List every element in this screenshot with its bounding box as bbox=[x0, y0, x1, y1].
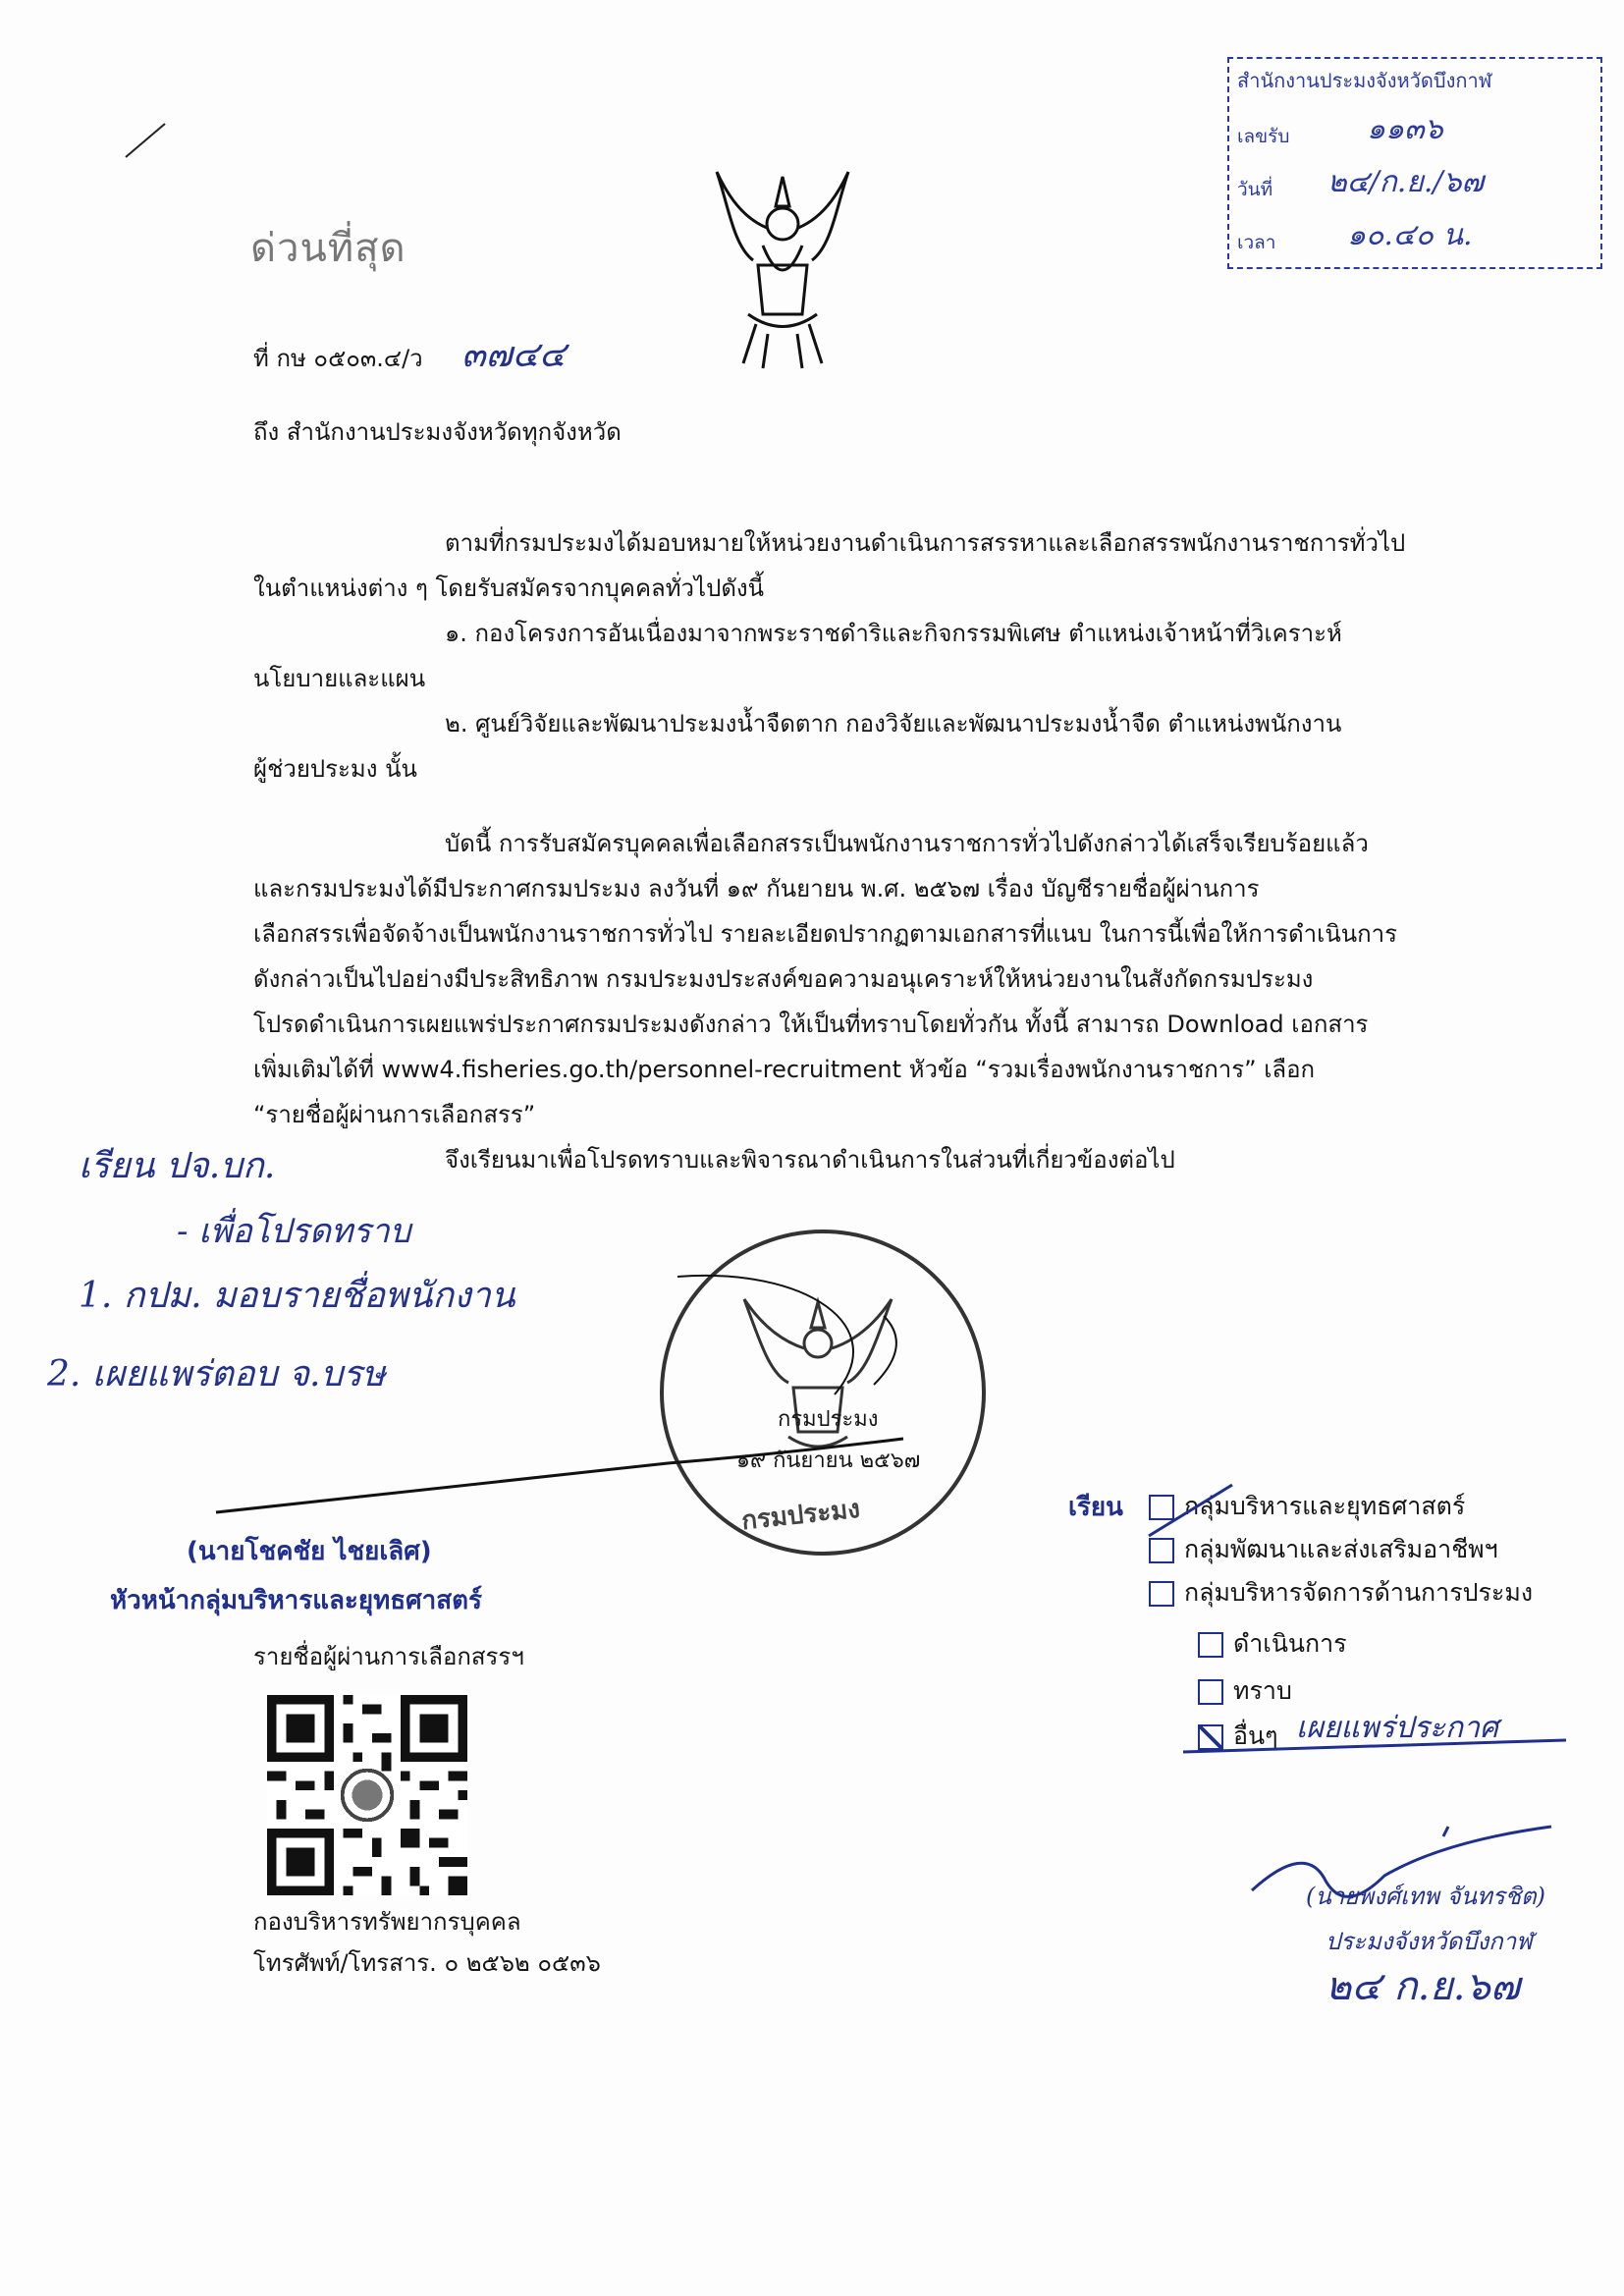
body-p2-line4: ดังกล่าวเป็นไปอย่างมีประสิทธิภาพ กรมประมงประสงค์ขอความอนุเคราะห์ให้หน่วยงานในสังกัดกรมประมง bbox=[253, 965, 1314, 993]
pen-mark bbox=[118, 116, 177, 165]
qr-code-icon[interactable] bbox=[267, 1695, 467, 1895]
reference-handwritten: ๓๗๔๔ bbox=[461, 335, 567, 375]
action-option-1[interactable]: ดำเนินการ bbox=[1198, 1628, 1347, 1661]
receipt-date-label: วันที่ bbox=[1237, 179, 1273, 200]
provincial-signature-mark bbox=[1247, 1822, 1561, 1930]
receipt-date-value: ๒๔/ก.ย./๖๗ bbox=[1327, 165, 1485, 199]
letter-body bbox=[253, 520, 1451, 1182]
action-option-3[interactable]: อื่นๆ bbox=[1198, 1721, 1278, 1753]
body-p2-line1: บัดนี้ การรับสมัครบุคคลเพื่อเลือกสรรเป็นพนักงานราชการทั่วไปดังกล่าวได้เสร็จเรียบร้อยแล้ว bbox=[445, 830, 1369, 857]
signatory-name: (นายโชคชัย ไชยเลิศ) bbox=[187, 1537, 432, 1566]
body-p2-line2: และกรมประมงได้มีประกาศกรมประมง ลงวันที่ ๑๙ กันยายน พ.ศ. ๒๕๖๗ เรื่อง บัญชีรายชื่อผู้ผ่านการ bbox=[253, 875, 1260, 902]
addressee: ถึง สำนักงานประมงจังหวัดทุกจังหวัด bbox=[253, 418, 622, 446]
body-item1-line1: ๑. กองโครงการอันเนื่องมาจากพระราชดำริและกิจกรรมพิเศษ ตำแหน่งเจ้าหน้าที่วิเคราะห์ bbox=[445, 620, 1342, 647]
handwritten-note-line1: เรียน ปจ.บก. bbox=[79, 1146, 276, 1186]
action-other-note: เผยแพร่ประกาศ bbox=[1296, 1711, 1498, 1745]
handwritten-note-line3: 1. กปม. มอบรายชื่อพนักงาน bbox=[79, 1276, 515, 1316]
receipt-time-label: เวลา bbox=[1237, 232, 1276, 253]
handwritten-note-line2: - เพื่อโปรดทราบ bbox=[177, 1212, 411, 1251]
body-p2-line5: โปรดดำเนินการเผยแพร่ประกาศกรมประมงดังกล่าว ให้เป็นที่ทราบโดยทั่วกัน ทั้งนี้ สามารถ Download เอกสาร bbox=[253, 1011, 1369, 1038]
provincial-signatory-name: (นายพงศ์เทพ จันทรชิต) bbox=[1306, 1883, 1545, 1910]
signature-mark bbox=[196, 1267, 943, 1522]
garuda-emblem-icon bbox=[709, 167, 856, 373]
seal-ring-text: กรมประมง bbox=[739, 1494, 862, 1537]
body-p1-line1: ตามที่กรมประมงได้มอบหมายให้หน่วยงานดำเนินการสรรหาและเลือกสรรพนักงานราชการทั่วไป bbox=[445, 529, 1406, 557]
body-p2-line6: เพิ่มเติมได้ที่ www4.fisheries.go.th/personnel-recruitment หัวข้อ “รวมเรื่องพนักงานราชการ” เลือก bbox=[253, 1056, 1316, 1083]
seal-date: ๑๙ กันยายน ๒๕๖๗ bbox=[736, 1449, 921, 1473]
body-item2-line2: ผู้ช่วยประมง นั้น bbox=[253, 755, 417, 783]
seal-caption: กรมประมง bbox=[778, 1407, 879, 1432]
body-closing: จึงเรียนมาเพื่อโปรดทราบและพิจารณาดำเนินการในส่วนที่เกี่ยวข้องต่อไป bbox=[445, 1146, 1175, 1174]
routing-option-2[interactable]: กลุ่มพัฒนาและส่งเสริมอาชีพฯ bbox=[1149, 1534, 1498, 1566]
footer-phone: โทรศัพท์/โทรสาร. ๐ ๒๕๖๒ ๐๕๓๖ bbox=[253, 1949, 601, 1977]
receipt-time-value: ๑๐.๔๐ น. bbox=[1347, 218, 1473, 252]
reference-number: ที่ กษ ๐๕๐๓.๔/ว bbox=[253, 345, 423, 372]
body-p2-line7: “รายชื่อผู้ผ่านการเลือกสรร” bbox=[253, 1101, 536, 1128]
urgency-label: ด่วนที่สุด bbox=[250, 226, 406, 271]
routing-option-1[interactable]: กลุ่มบริหารและยุทธศาสตร์ bbox=[1149, 1491, 1465, 1523]
handwritten-note-line4: 2. เผยแพร่ตอบ จ.บรษ bbox=[47, 1354, 386, 1394]
body-p1-line2: ในตำแหน่งต่าง ๆ โดยรับสมัครจากบุคคลทั่วไปดังนี้ bbox=[253, 574, 765, 602]
signatory-title: หัวหน้ากลุ่มบริหารและยุทธศาสตร์ bbox=[110, 1586, 482, 1615]
attachment-label: รายชื่อผู้ผ่านการเลือกสรรฯ bbox=[253, 1643, 524, 1670]
action-option-2[interactable]: ทราบ bbox=[1198, 1675, 1292, 1708]
routing-option-3[interactable]: กลุ่มบริหารจัดการด้านการประมง bbox=[1149, 1577, 1533, 1610]
receipt-stamp-office: สำนักงานประมงจังหวัดบึงกาฬ bbox=[1237, 69, 1492, 92]
body-item2-line1: ๒. ศูนย์วิจัยและพัฒนาประมงน้ำจืดตาก กองวิจัยและพัฒนาประมงน้ำจืด ตำแหน่งพนักงาน bbox=[445, 710, 1342, 738]
body-p2-line3: เลือกสรรเพื่อจัดจ้างเป็นพนักงานราชการทั่วไป รายละเอียดปรากฏตามเอกสารที่แนบ ในการนี้เพื่อให้การดำเนินการ bbox=[253, 920, 1398, 948]
receipt-no-value: ๑๑๓๖ bbox=[1367, 112, 1443, 146]
provincial-signatory-title: ประมงจังหวัดบึงกาฬ bbox=[1326, 1928, 1533, 1955]
receipt-stamp bbox=[1227, 57, 1602, 269]
body-item1-line2: นโยบายและแผน bbox=[253, 665, 426, 692]
routing-strokes bbox=[1144, 1477, 1576, 1772]
footer-division: กองบริหารทรัพยากรบุคคล bbox=[253, 1908, 521, 1936]
routing-to-label: เรียน bbox=[1068, 1493, 1123, 1522]
provincial-signature-date: ๒๔ ก.ย.๖๗ bbox=[1326, 1964, 1520, 2009]
receipt-no-label: เลขรับ bbox=[1237, 126, 1290, 147]
